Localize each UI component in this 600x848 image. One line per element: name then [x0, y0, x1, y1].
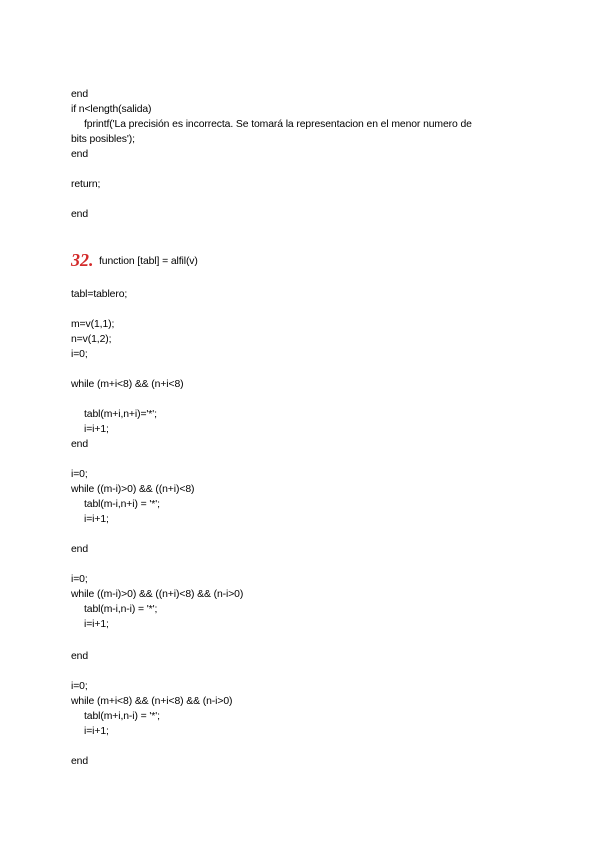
code-line: n=v(1,2);: [71, 334, 112, 345]
code-line: tabl(m+i,n+i)='*';: [84, 409, 157, 420]
code-line: end: [71, 149, 89, 160]
code-line: tabl=tablero;: [71, 289, 128, 300]
code-line: end: [71, 756, 89, 767]
code-line: tabl(m-i,n-i) = '*';: [84, 604, 158, 615]
code-line: i=i+1;: [84, 619, 109, 630]
code-line: end: [71, 89, 89, 100]
code-line: end: [71, 439, 89, 450]
code-line: fprintf('La precisión es incorrecta. Se tomará la representacion en el menor numero de: [84, 119, 472, 130]
code-line: i=0;: [71, 349, 88, 360]
code-line: end: [71, 544, 89, 555]
function-header: function [tabl] = alfil(v): [99, 256, 198, 267]
code-line: i=i+1;: [84, 424, 109, 435]
code-line: m=v(1,1);: [71, 319, 115, 330]
code-line: i=0;: [71, 681, 88, 692]
code-line: end: [71, 209, 89, 220]
code-line: i=i+1;: [84, 726, 109, 737]
code-line: i=0;: [71, 574, 88, 585]
code-line: i=0;: [71, 469, 88, 480]
code-line: bits posibles');: [71, 134, 135, 145]
code-line: if n<length(salida): [71, 104, 152, 115]
code-line: while ((m-i)>0) && ((n+i)<8) && (n-i>0): [71, 589, 244, 600]
code-line: while ((m-i)>0) && ((n+i)<8): [71, 484, 195, 495]
code-line: i=i+1;: [84, 514, 109, 525]
code-line: while (m+i<8) && (n+i<8) && (n-i>0): [71, 696, 233, 707]
code-line: while (m+i<8) && (n+i<8): [71, 379, 184, 390]
code-line: tabl(m+i,n-i) = '*';: [84, 711, 160, 722]
code-line: end: [71, 651, 89, 662]
section-number: 32.: [71, 250, 94, 270]
code-line: tabl(m-i,n+i) = '*';: [84, 499, 160, 510]
code-line: return;: [71, 179, 101, 190]
